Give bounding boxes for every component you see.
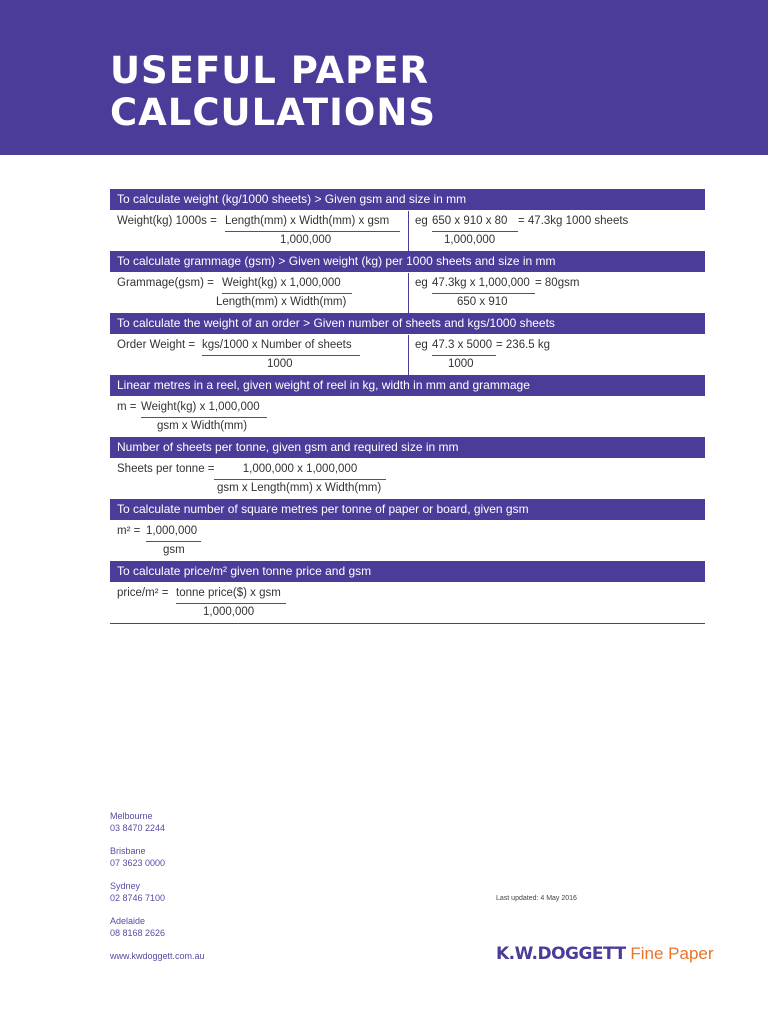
section-heading: To calculate the weight of an order > Given number of sheets and kgs/1000 sheets <box>110 313 705 334</box>
office-city: Adelaide <box>110 916 146 926</box>
formula-denominator: 1,000,000 <box>203 606 255 618</box>
section-heading: To calculate weight (kg/1000 sheets) > Given gsm and size in mm <box>110 189 705 210</box>
formula-prefix: price/m² = <box>117 587 169 599</box>
formula-numerator: Length(mm) x Width(mm) x gsm <box>225 214 400 232</box>
page-title <box>110 50 436 134</box>
formula-numerator: tonne price($) x gsm <box>176 586 286 604</box>
brand-tagline: Fine Paper <box>630 944 714 963</box>
formula-prefix: m² = <box>117 525 141 537</box>
title-line-2: CALCULATIONS <box>110 91 436 134</box>
formula-numerator: 1,000,000 <box>146 524 201 542</box>
office-city: Brisbane <box>110 846 146 856</box>
example-result: = 80gsm <box>535 277 580 289</box>
formula-prefix: Order Weight = <box>117 339 196 351</box>
example-numerator: 47.3kg x 1,000,000 <box>432 276 535 294</box>
formula-denominator: Length(mm) x Width(mm) <box>216 296 347 308</box>
brand-logo <box>496 944 714 964</box>
example-denominator: 650 x 910 <box>457 296 508 308</box>
formula-denominator: 1000 <box>267 358 293 370</box>
section-heading: To calculate number of square metres per tonne of paper or board, given gsm <box>110 499 705 520</box>
header-banner <box>0 0 768 155</box>
formula-prefix: Sheets per tonne = <box>117 463 215 475</box>
formula-denominator: gsm <box>163 544 185 556</box>
formula-numerator: Weight(kg) x 1,000,000 <box>141 400 267 418</box>
formula-denominator: gsm x Length(mm) x Width(mm) <box>217 482 382 494</box>
office-phone: 08 8168 2626 <box>110 928 166 938</box>
formula-prefix: Weight(kg) 1000s = <box>117 215 217 227</box>
example-numerator: 47.3 x 5000 <box>432 338 496 356</box>
example-denominator: 1000 <box>448 358 474 370</box>
example-numerator: 650 x 910 x 80 <box>432 214 518 232</box>
office-city: Melbourne <box>110 811 153 821</box>
formula-numerator: kgs/1000 x Number of sheets <box>202 338 360 356</box>
example-result: = 47.3kg 1000 sheets <box>518 215 629 227</box>
section-heading: To calculate price/m² given tonne price and gsm <box>110 561 705 582</box>
formula-prefix: m = <box>117 401 137 413</box>
brand-name: K.W.DOGGETT <box>496 944 626 964</box>
column-divider <box>408 211 409 251</box>
title-line-1: USEFUL PAPER <box>110 49 429 92</box>
example-prefix: eg <box>415 277 428 289</box>
table-bottom-rule <box>110 623 705 624</box>
section-heading: To calculate grammage (gsm) > Given weight (kg) per 1000 sheets and size in mm <box>110 251 705 272</box>
column-divider <box>408 273 409 313</box>
formula-denominator: 1,000,000 <box>280 234 332 246</box>
section-heading: Linear metres in a reel, given weight of reel in kg, width in mm and grammage <box>110 375 705 396</box>
example-prefix: eg <box>415 339 428 351</box>
example-denominator: 1,000,000 <box>444 234 496 246</box>
section-heading: Number of sheets per tonne, given gsm and required size in mm <box>110 437 705 458</box>
example-prefix: eg <box>415 215 428 227</box>
formula-numerator: 1,000,000 x 1,000,000 <box>214 462 386 480</box>
formula-denominator: gsm x Width(mm) <box>157 420 248 432</box>
office-phone: 02 8746 7100 <box>110 893 166 903</box>
formula-prefix: Grammage(gsm) = <box>117 277 214 289</box>
last-updated: Last updated: 4 May 2016 <box>496 895 577 902</box>
office-phone: 07 3623 0000 <box>110 858 166 868</box>
column-divider <box>408 335 409 375</box>
formula-numerator: Weight(kg) x 1,000,000 <box>222 276 352 294</box>
example-result: = 236.5 kg <box>496 339 551 351</box>
office-phone: 03 8470 2244 <box>110 823 166 833</box>
website-link[interactable]: www.kwdoggett.com.au <box>110 951 205 961</box>
office-city: Sydney <box>110 881 141 891</box>
